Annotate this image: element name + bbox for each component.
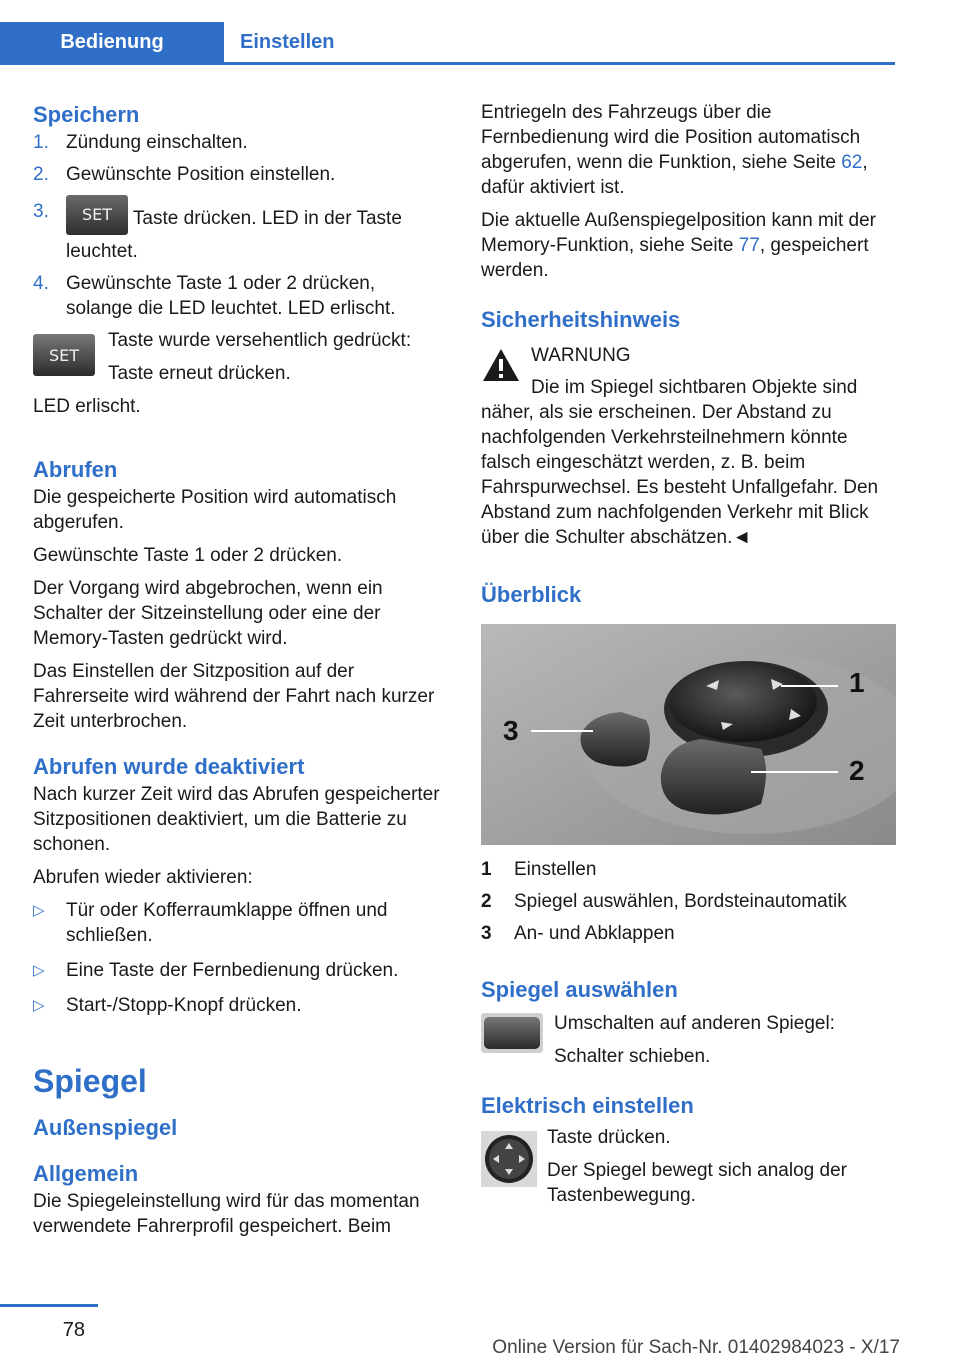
- page-number: 78: [62, 1319, 85, 1341]
- page-link-77[interactable]: 77: [738, 235, 760, 256]
- bullet-list: [33, 898, 445, 1018]
- warning-triangle-icon: [481, 347, 521, 390]
- svg-text:SET: SET: [48, 346, 80, 365]
- footer-text: Online Version für Sach-Nr. 01402984023 - X/17: [492, 1337, 900, 1358]
- paragraph: Nach kurzer Zeit wird das Abrufen gespeicherter Sitzpositionen deaktiviert, um die Batterie zu schonen.: [33, 784, 440, 855]
- text: Entriegeln des Fahrzeugs über die Fernbedienung wird die Position automatisch abgerufen, wenn die Funktion, siehe Seite: [481, 102, 861, 173]
- step-text: Taste drücken. LED in der Taste leuchtet.: [66, 208, 402, 262]
- note-text-3: LED erlischt.: [33, 396, 141, 417]
- set-note: [33, 328, 445, 386]
- step-item: [33, 162, 445, 187]
- select-switch-block: [481, 1011, 896, 1069]
- text: , gespeichert werden.: [481, 235, 869, 281]
- list-item-text: Eine Taste der Fernbedienung drücken.: [66, 960, 399, 981]
- set-label: SET: [81, 205, 113, 224]
- list-item: [33, 958, 445, 983]
- note-text-1: Taste wurde versehentlich gedrückt:: [108, 330, 412, 351]
- legend-row: [481, 857, 896, 882]
- list-item-text: Start-/Stopp-Knopf drücken.: [66, 995, 302, 1016]
- left-column: [33, 100, 445, 1239]
- step-text: Zündung einschalten.: [66, 132, 248, 153]
- step-number: 1.: [33, 132, 49, 153]
- step-text: Gewünschte Taste 1 oder 2 drücken, solange die LED leuchtet. LED erlischt.: [66, 273, 396, 319]
- triangle-bullet-icon: ▷: [33, 962, 45, 979]
- set-button-icon: [66, 195, 128, 235]
- paragraph: Gewünschte Taste 1 oder 2 drücken.: [33, 545, 343, 566]
- heading-sicherheitshinweis: Sicherheitshinweis: [481, 307, 681, 332]
- step-item: [33, 199, 445, 264]
- heading-ueberblick: Überblick: [481, 582, 582, 607]
- heading-abrufen: Abrufen: [33, 457, 118, 482]
- step-number: 3.: [33, 201, 49, 222]
- paragraph: Die Spiegeleinstellung wird für das momentan verwendete Fahrerprofil gespeichert. Beim: [33, 1191, 420, 1237]
- heading-spiegel-auswaehlen: Spiegel auswählen: [481, 977, 678, 1002]
- steps-list: [33, 130, 445, 321]
- paragraph: Der Vorgang wird abgebrochen, wenn ein Schalter der Sitzeinstellung oder eine der Memory-Tasten gedrückt wird.: [33, 578, 383, 649]
- step-text: Gewünschte Position einstellen.: [66, 164, 336, 185]
- step-item: [33, 130, 445, 155]
- heading-allgemein: Allgemein: [33, 1161, 139, 1186]
- paragraph: Abrufen wieder aktivieren:: [33, 867, 253, 888]
- triangle-bullet-icon: ▷: [33, 902, 45, 919]
- mirror-select-switch-icon: [481, 1013, 543, 1060]
- set-button-icon: [33, 334, 95, 383]
- paragraph: Der Spiegel bewegt sich analog der Tastenbewegung.: [547, 1160, 847, 1206]
- list-item-text: Tür oder Kofferraumklappe öffnen und schließen.: [66, 900, 388, 946]
- heading-speichern: Speichern: [33, 102, 140, 127]
- tab-einstellen[interactable]: Einstellen: [240, 31, 335, 53]
- adjust-button-block: [481, 1125, 896, 1208]
- list-item: [33, 993, 445, 1018]
- callout-1: 1: [849, 667, 865, 698]
- legend-text: An- und Abklappen: [514, 923, 675, 944]
- heading-elektrisch-einstellen: Elektrisch einstellen: [481, 1093, 694, 1118]
- heading-spiegel: Spiegel: [33, 1063, 147, 1099]
- mirror-adjust-button-icon: [481, 1131, 537, 1194]
- footer-line: [0, 1304, 98, 1307]
- paragraph: [481, 208, 896, 283]
- step-number: 4.: [33, 273, 49, 294]
- text: , dafür aktiviert ist.: [481, 152, 868, 198]
- legend: [481, 857, 896, 946]
- page-link-62[interactable]: 62: [841, 152, 863, 173]
- note-text-2: Taste erneut drücken.: [108, 363, 291, 384]
- callout-3: 3: [503, 715, 519, 746]
- paragraph: [481, 100, 896, 200]
- legend-row: [481, 921, 896, 946]
- legend-text: Einstellen: [514, 859, 597, 880]
- right-column: [481, 100, 896, 1208]
- heading-aussenspiegel: Außenspiegel: [33, 1115, 178, 1140]
- paragraph: Die gespeicherte Position wird automatisch abgerufen.: [33, 487, 397, 533]
- warning-text: Die im Spiegel sichtbaren Objekte sind näher, als sie erscheinen. Der Abstand zu nachfolgenden Verkehrsteilnehmern könnte falsch eingeschätzt werden, z. B. beim Fahrspurwechsel. Es besteht Unfallgefahr. Den Abstand zum nachfolgenden Verkehr mit Blick über die Schulter abschätzen.◄: [481, 377, 879, 548]
- legend-number: 3: [481, 923, 492, 944]
- paragraph: Taste drücken.: [547, 1127, 671, 1148]
- legend-text: Spiegel auswählen, Bordsteinautomatik: [514, 891, 847, 912]
- text: Die aktuelle Außenspiegelposition kann mit der Memory-Funktion, siehe Seite: [481, 210, 877, 256]
- legend-number: 1: [481, 859, 492, 880]
- paragraph: Umschalten auf anderen Spiegel:: [554, 1013, 835, 1034]
- triangle-bullet-icon: ▷: [33, 997, 45, 1014]
- warning-block: [481, 343, 896, 550]
- mirror-controls-photo: [481, 624, 896, 845]
- heading-deaktiviert: Abrufen wurde deaktiviert: [33, 754, 305, 779]
- paragraph: Das Einstellen der Sitzposition auf der Fahrerseite wird während der Fahrt nach kurzer Zeit unterbrochen.: [33, 661, 435, 732]
- legend-number: 2: [481, 891, 492, 912]
- warning-label: WARNUNG: [531, 345, 631, 366]
- step-number: 2.: [33, 164, 49, 185]
- step-item: [33, 271, 445, 321]
- list-item: [33, 898, 445, 948]
- paragraph: Schalter schieben.: [554, 1046, 711, 1067]
- tab-bedienung[interactable]: Bedienung: [0, 22, 224, 62]
- callout-2: 2: [849, 755, 865, 786]
- legend-row: [481, 889, 896, 914]
